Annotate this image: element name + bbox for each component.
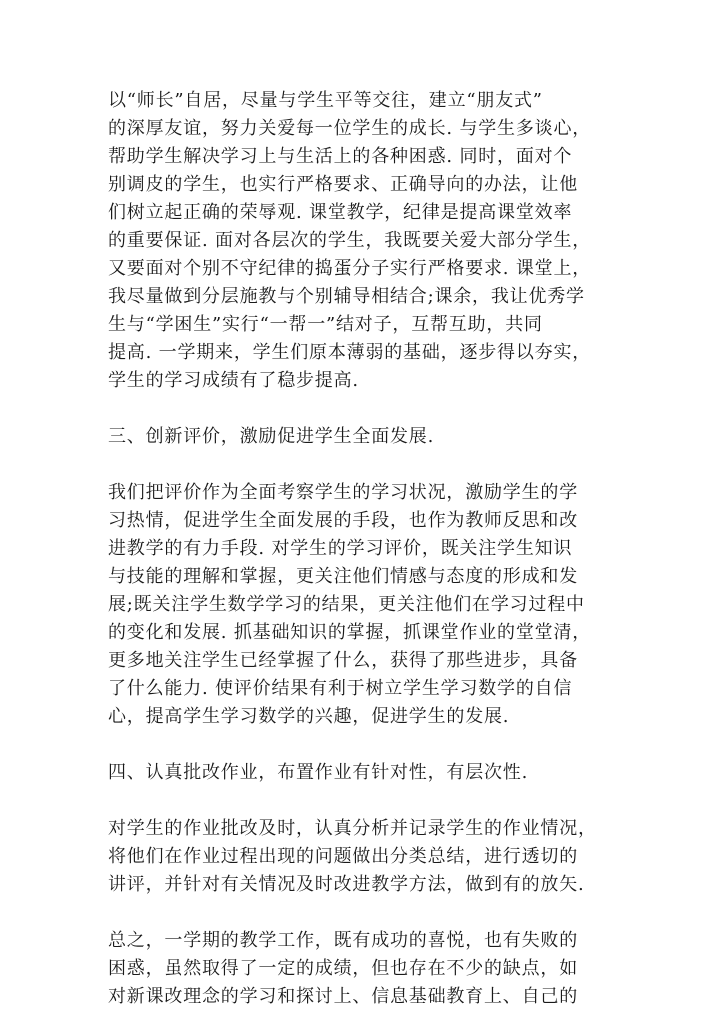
text-line: 习热情，促进学生全面发展的手段，也作为教师反思和改 (108, 510, 578, 531)
text-line: 我们把评价作为全面考察学生的学习状况，激励学生的学 (108, 482, 578, 503)
text-line: 将他们在作业过程出现的问题做出分类总结，进行透切的 (108, 846, 578, 867)
text-line: 对新课改理念的学习和探讨上、信息基础教育上、自己的 (108, 986, 578, 1007)
text-line: 展;既关注学生数学学习的结果，更关注他们在学习过程中 (108, 594, 585, 615)
text-line: 与技能的理解和掌握，更关注他们情感与态度的形成和发 (108, 566, 578, 587)
text-line: 心，提高学生学习数学的兴趣，促进学生的发展. (108, 706, 510, 727)
text-line: 困惑，虽然取得了一定的成绩，但也存在不少的缺点，如 (108, 958, 578, 979)
text-line: 讲评，并针对有关情况及时改进教学方法，做到有的放矢. (108, 874, 585, 895)
text-line: 总之，一学期的教学工作，既有成功的喜悦，也有失败的 (108, 930, 578, 951)
text-line: 别调皮的学生，也实行严格要求、正确导向的办法，让他 (108, 174, 578, 195)
text-line: 的深厚友谊，努力关爱每一位学生的成长. 与学生多谈心， (108, 118, 592, 139)
text-line: 进教学的有力手段. 对学生的学习评价，既关注学生知识 (108, 538, 573, 559)
section-heading: 四、认真批改作业，布置作业有针对性，有层次性. (108, 762, 529, 783)
text-line: 的重要保证. 面对各层次的学生，我既要关爱大部分学生， (108, 230, 592, 251)
text-line: 帮助学生解决学习上与生活上的各种困惑. 同时，面对个 (108, 146, 573, 167)
text-line: 又要面对个别不守纪律的捣蛋分子实行严格要求. 课堂上， (108, 258, 592, 279)
text-line: 了什么能力. 使评价结果有利于树立学生学习数学的自信 (108, 678, 573, 699)
text-line: 我尽量做到分层施教与个别辅导相结合;课余，我让优秀学 (108, 286, 585, 307)
text-line: 学生的学习成绩有了稳步提高. (108, 370, 359, 391)
text-line: 更多地关注学生已经掌握了什么，获得了那些进步，具备 (108, 650, 578, 671)
text-line: 提高. 一学期来，学生们原本薄弱的基础，逐步得以夯实， (108, 342, 592, 363)
text-line: 生与“学困生”实行“一帮一”结对子，互帮互助，共同 (108, 314, 543, 335)
text-line: 对学生的作业批改及时，认真分析并记录学生的作业情况， (108, 818, 597, 839)
section-heading: 三、创新评价，激励促进学生全面发展. (108, 426, 435, 447)
text-line: 以“师长”自居，尽量与学生平等交往，建立“朋友式” (108, 90, 543, 111)
text-line: 的变化和发展. 抓基础知识的掌握，抓课堂作业的堂堂清， (108, 622, 592, 643)
text-line: 们树立起正确的荣辱观. 课堂教学，纪律是提高课堂效率 (108, 202, 573, 223)
